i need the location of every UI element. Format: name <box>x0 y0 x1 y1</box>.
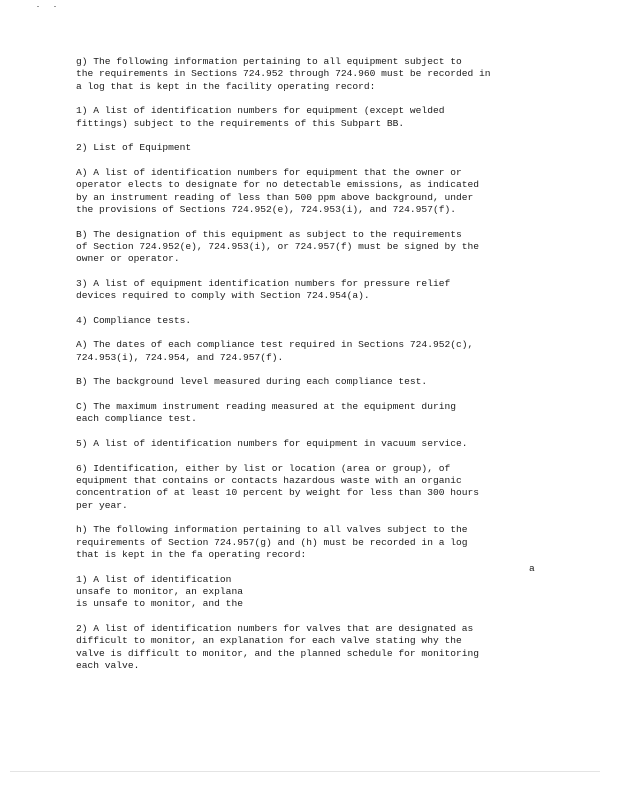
paragraph-g-4-a: A) The dates of each compliance test required in Sections 724.952(c), 724.953(i), 724.954, and 724.957(f). <box>76 339 474 363</box>
scan-speck <box>54 6 56 7</box>
paragraph-h: h) The following information pertaining to all valves subject to the requirements of Section 724.957(g) and (h) must be recorded in a log that is kept in the fa operating record: <box>76 524 468 560</box>
paragraph-g-5: 5) A list of identification numbers for equipment in vacuum service. <box>76 438 468 450</box>
paragraph-g-1: 1) A list of identification numbers for equipment (except welded fittings) subject to the requirements of this Subpart BB. <box>76 105 445 129</box>
stray-character: a <box>529 563 535 574</box>
scan-edge-line <box>10 771 600 772</box>
scan-speck <box>37 6 39 7</box>
paragraph-g-6: 6) Identification, either by list or location (area or group), of equipment that contains or contacts hazardous waste with an organic concentration of at least 10 percent by weight for less than 300 hours per year. <box>76 462 480 511</box>
paragraph-g-2-b: B) The designation of this equipment as subject to the requirements of Section 724.952(e), 724.953(i), or 724.957(f) must be signed by the owner or operator. <box>76 228 480 265</box>
paragraph-g-4: 4) Compliance tests. <box>76 314 192 326</box>
paragraph-g-2: 2) List of Equipment <box>76 142 192 154</box>
document-body <box>76 56 546 685</box>
paragraph-g-2-a: A) A list of identification numbers for equipment that the owner or operator elects to designate for no detectable emissions, as indicated by an instrument reading of less than 500 ppm above background, under the provisions of Sections 724.952(e), 724.953(i), and 724.957(f). <box>76 166 480 215</box>
paragraph-g-4-b: B) The background level measured during each compliance test. <box>76 376 428 388</box>
paragraph-g-4-c: C) The maximum instrument reading measured at the equipment during each compliance test. <box>76 401 456 425</box>
paragraph-h-1: 1) A list of identification unsafe to monitor, an explana is unsafe to monitor, and the <box>76 573 243 610</box>
paragraph-g: g) The following information pertaining to all equipment subject to the requirements in Sections 724.952 through 724.960 must be recorded in a log that is kept in the facility operating record: <box>76 56 491 92</box>
paragraph-g-3: 3) A list of equipment identification numbers for pressure relief devices required to comply with Section 724.954(a). <box>76 277 451 302</box>
paragraph-h-2: 2) A list of identification numbers for valves that are designated as difficult to monitor, an explanation for each valve stating why the valve is difficult to monitor, and the planned schedule for monitoring each valve. <box>76 622 480 671</box>
